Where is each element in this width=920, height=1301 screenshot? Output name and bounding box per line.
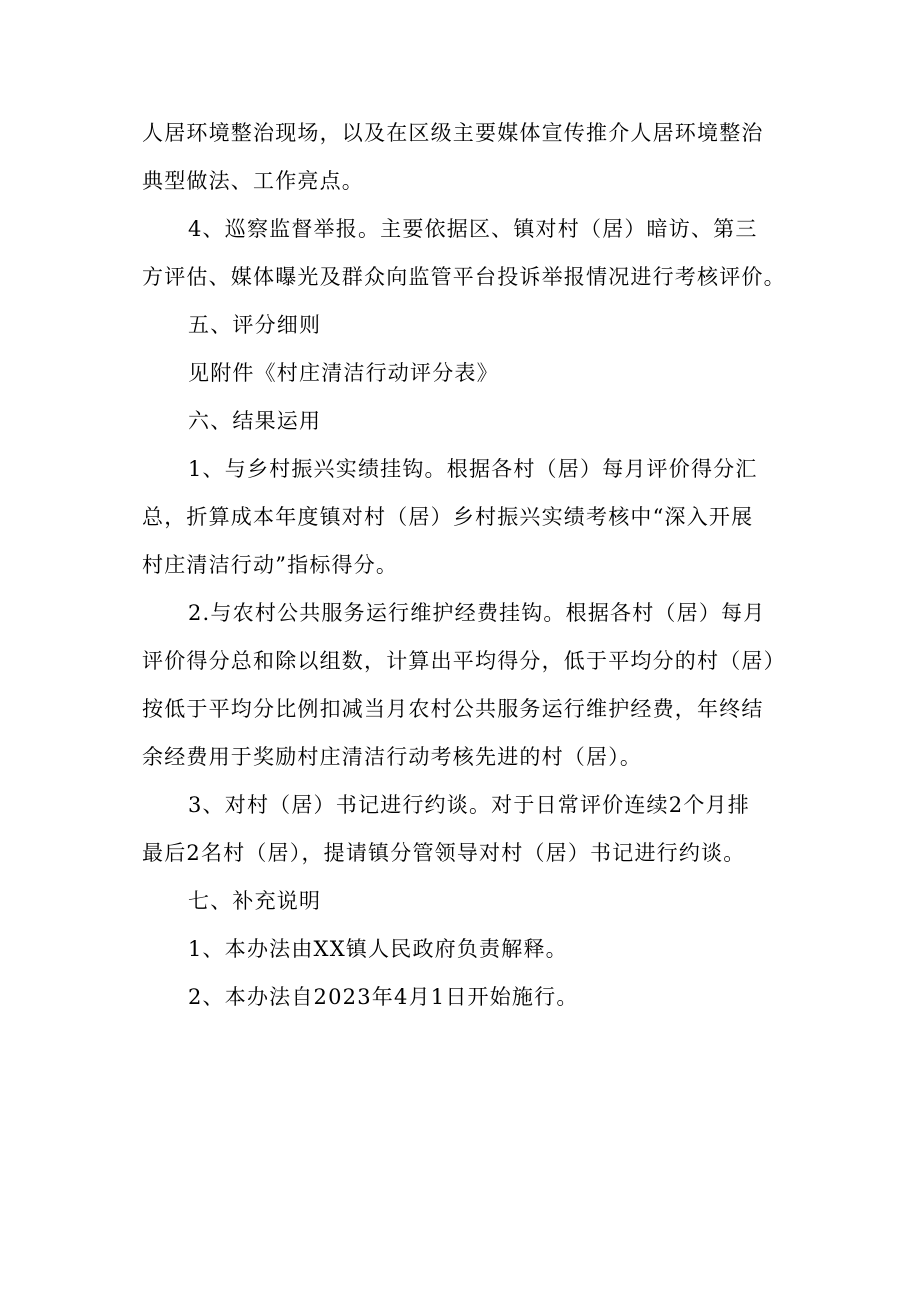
section-heading: 六、结果运用 — [188, 409, 322, 433]
paragraph-line: 2、本办法自2023年4月1日开始施行。 — [188, 985, 579, 1009]
text-line: 总，折算成本年度镇对村（居）乡村振兴实绩考核中“深入开展 — [142, 505, 754, 529]
text-line: 评价得分总和除以组数，计算出平均得分，低于平均分的村（居） — [142, 649, 786, 673]
text-line: 按低于平均分比例扣减当月农村公共服务运行维护经费，年终结 — [142, 697, 764, 721]
paragraph-line: 3、对村（居）书记进行约谈。对于日常评价连续2个月排 — [188, 793, 750, 817]
text-line: 村庄清洁行动”指标得分。 — [142, 553, 399, 577]
paragraph-line: 1、本办法由XX镇人民政府负责解释。 — [188, 937, 568, 961]
text-line: 典型做法、工作亮点。 — [142, 169, 364, 193]
text-line: 方评估、媒体曝光及群众向监管平台投诉举报情况进行考核评价。 — [142, 265, 786, 289]
paragraph-line: 2.与农村公共服务运行维护经费挂钩。根据各村（居）每月 — [188, 601, 766, 625]
text-line: 人居环境整治现场，以及在区级主要媒体宣传推介人居环境整治 — [142, 121, 764, 145]
paragraph-line: 见附件《村庄清洁行动评分表》 — [188, 361, 499, 385]
text-line: 最后2名村（居），提请镇分管领导对村（居）书记进行约谈。 — [142, 841, 746, 865]
section-heading: 五、评分细则 — [188, 313, 322, 337]
paragraph-line: 4、巡察监督举报。主要依据区、镇对村（居）暗访、第三 — [188, 217, 758, 241]
text-line: 余经费用于奖励村庄清洁行动考核先进的村（居）。 — [142, 745, 643, 769]
section-heading: 七、补充说明 — [188, 889, 322, 913]
paragraph-line: 1、与乡村振兴实绩挂钩。根据各村（居）每月评价得分汇 — [188, 457, 758, 481]
